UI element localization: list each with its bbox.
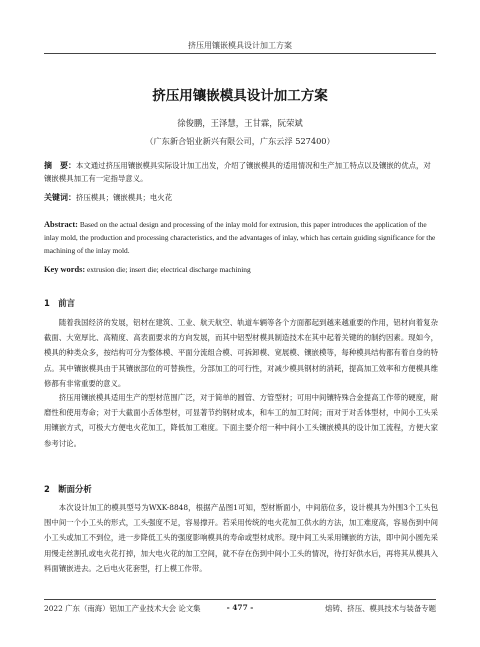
paragraph: 随着我国经济的发展，铝材在建筑、工业、航天航空、轨道车辆等各个方面都起到越来越重要的作用，铝材向着复杂截面、大宽厚比、高精度、高表面要求的方向发展，而其中铝型材模具制造技术在其中起着关键的的制约因素。现如今，模具的种类众多，按结构可分为整体模、平面分流组合模、可拆卸模、宽展模、镶嵌模等，每种模具结构都有着自身的特点。其中镶嵌模具由于其镶嵌部位的可替换性，分部加工的可行性，对减少模具钢材的消耗，提高加工效率和方便模具维修都有非常重要的意义。 (44, 318, 438, 388)
abstract-en-label: Abstract: (44, 220, 78, 229)
footer-rule (44, 599, 436, 600)
keywords-cn-label: 关键词： (44, 193, 76, 202)
header-rule (44, 53, 436, 54)
footer-proceedings: 2022 广东（南海）铝加工产业技术大会 论文集 (44, 604, 201, 613)
abstract-en-text: Based on the actual design and processing of the inlay mold for extrusion, this paper introduces the application of the inlay mold, the production and processing characteristics, and the advantages of inlay, which has certain guiding significance for the machining of the inlay mold. (44, 220, 436, 256)
abstract-cn (44, 160, 438, 185)
keywords-en-text: extrusion die; insert die; electrical discharge machining (85, 265, 251, 274)
keywords-en (44, 263, 438, 276)
affiliation: （广东新合铝业新兴有限公司，广东云浮 527400） (145, 136, 335, 146)
keywords-cn (44, 192, 438, 205)
keywords-en-label: Key words: (44, 265, 86, 274)
paper-title: 挤压用镶嵌模具设计加工方案 (152, 88, 328, 104)
abstract-cn-text: 本文通过挤压用镶嵌模具实际设计加工出发，介绍了镶嵌模具的适用情况和生产加工特点以及镶嵌的优点，对镶嵌模具加工有一定指导意义。 (44, 161, 431, 183)
footer-topic: 熔铸、挤压、模具技术与装备专题 (325, 604, 436, 613)
abstract-cn-label: 摘 要： (44, 161, 76, 170)
paragraph: 挤压用镶嵌模具适用生产的型材范围广泛，对于简单的圆管、方管型材；可用中间镶特殊合金提高工作带的硬度，耐磨性和使用寿命；对于大截面小舌体型材，可显著节约钢材成本，和车工的加工时间；而对于对舌体型材，中间小工头采用镶嵌方式，可极大方便电火花加工，降低加工难度。下面主要介绍一种中间小工头镶嵌模具的设计加工流程，方便大家参考讨论。 (44, 393, 438, 448)
section-heading-intro: 1 前言 (44, 298, 75, 308)
section-heading-analysis: 2 断面分析 (44, 484, 92, 494)
abstract-en (44, 218, 438, 258)
paragraph: 本次设计加工的模具型号为WXK-8848，根据产品图1可知，型材断面小，中间筋位多，设计模具为外围3个工头包围中间一个小工头的形式，工头强度不足，容易撑开。若采用传统的电火花加工供水的方法，加工难度高，容易伤到中间小工头或加工不到位，进一步降低工头的强度影响模具的寿命或型材成形。现中间工头采用镶嵌的方法，即中间小圆先采用慢走丝割孔或电火花打掉，加大电火花的加工空间，就不存在伤到中间小工头的情况，待打好供水后，再将其从模具入料面镶嵌进去。之后电火花套型，打上模工作带。 (44, 503, 438, 573)
running-header: 挤压用镶嵌模具设计加工方案 (188, 41, 292, 50)
keywords-cn-text: 挤压模具；镶嵌模具；电火花 (76, 193, 173, 202)
author-list: 徐俊鹏，王泽慧，王甘霖，阮荣斌 (177, 118, 303, 128)
page-number: - 477 - (226, 603, 254, 612)
